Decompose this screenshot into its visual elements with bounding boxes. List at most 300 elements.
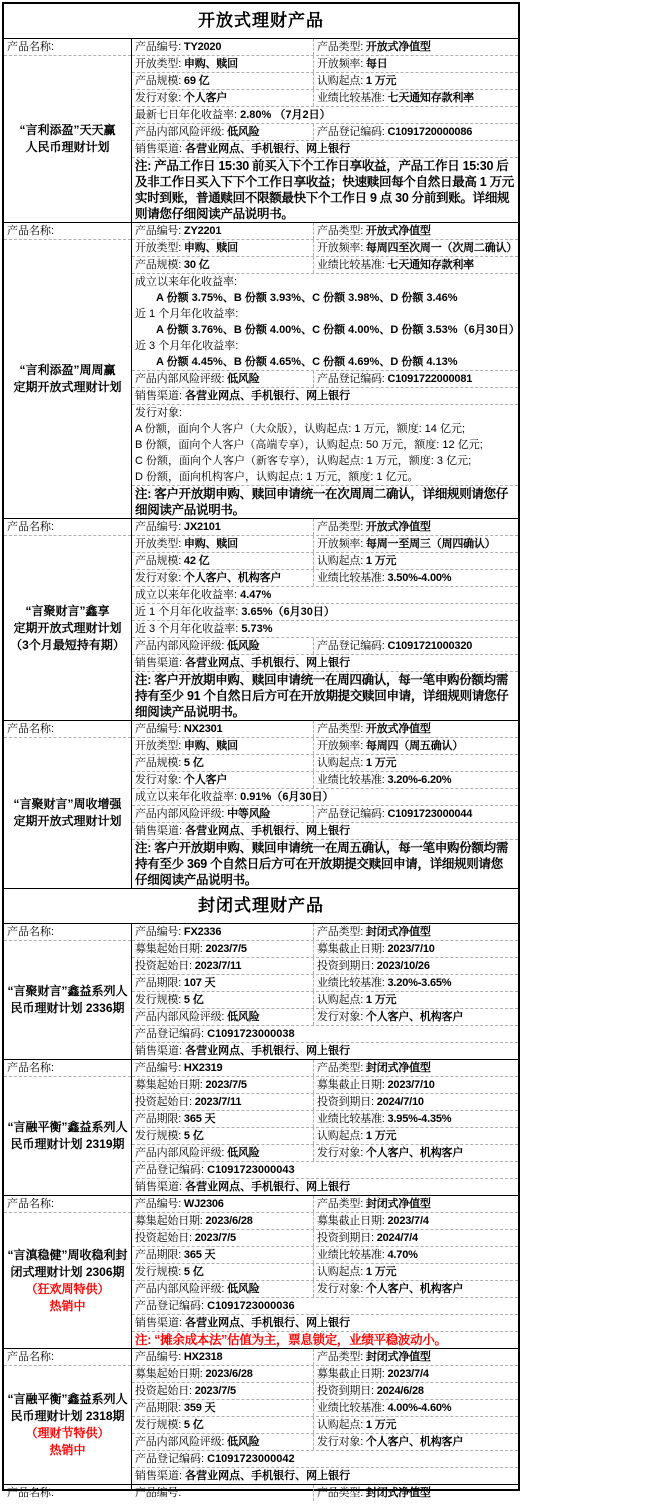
- detail-cell: [314, 39, 518, 55]
- text-segment: 各营业网点、手机银行、网上银行: [185, 1045, 351, 1057]
- detail-cell: [132, 223, 314, 239]
- field-label: 产品期限:: [135, 1113, 184, 1125]
- field-value: 3.20%-3.65%: [387, 977, 452, 989]
- detail-row: [132, 1230, 518, 1247]
- detail-cell: [314, 1383, 518, 1399]
- product-name-line: “言聚财言”周收增强: [13, 797, 122, 811]
- product-block: [4, 519, 518, 721]
- product-name-line: 闭式理财计划 2306期: [10, 1264, 125, 1279]
- detail-row: [132, 257, 518, 274]
- text-segment: 各营业网点、手机银行、网上银行: [185, 1317, 351, 1329]
- text-segment: A 份额 4.45%、B 份额 4.65%、C 份额 4.69%、D 份额 4.13%: [156, 356, 458, 368]
- detail-cell: [132, 570, 314, 586]
- field-label: 产品登记编码:: [317, 126, 388, 138]
- detail-cell: [314, 721, 518, 737]
- field-value: 42 亿: [183, 555, 210, 567]
- field-value: 2023/7/4: [387, 1215, 429, 1227]
- detail-row: [132, 941, 518, 958]
- detail-row: [132, 141, 518, 158]
- text-segment: 注: 产品工作日 15:30 前买入下个工作日享收益，产品工作日 15:30 后及非工作日买入下下个工作日享收益；快速赎回每个自然日最高 1 万元实时到账，普通赎回不限额最快下个工作日 9 点 30 分前到账。详细规则请您仔细阅读产品说明书。: [135, 159, 514, 221]
- detail-cell: [314, 536, 518, 552]
- product-name-line: 热销中: [49, 1298, 86, 1313]
- detail-cell: [314, 1128, 518, 1144]
- field-label: 产品类型:: [317, 41, 366, 53]
- text-segment: 成立以来年化收益率:: [135, 791, 241, 803]
- text-segment: C1091723000038: [207, 1028, 295, 1040]
- text-segment: 销售渠道:: [135, 1181, 186, 1193]
- field-value: 低风险: [227, 1283, 260, 1295]
- product-block: [4, 223, 518, 519]
- field-label: 发行对象:: [135, 572, 184, 584]
- product-details: [132, 924, 518, 1059]
- field-value: C1091720000086: [387, 126, 473, 138]
- product-name-line: “言滇稳健”周收稳利封: [7, 1247, 128, 1262]
- field-value: 个人客户: [183, 92, 228, 104]
- text-line: [132, 672, 518, 720]
- text-line: [132, 107, 518, 123]
- detail-row: [132, 1094, 518, 1111]
- field-value: 2023/6/28: [205, 1215, 253, 1227]
- field-label: 开放类型:: [135, 740, 184, 752]
- text-segment: 4.47%: [240, 589, 272, 601]
- detail-cell: [314, 1400, 518, 1416]
- text-line: [132, 322, 518, 338]
- field-label: 业绩比较基准:: [317, 259, 388, 271]
- field-value: 封闭式净值型: [365, 1062, 431, 1074]
- field-label: 募集截止日期:: [317, 1079, 388, 1091]
- detail-cell: [132, 1060, 314, 1076]
- product-block: [4, 1196, 518, 1349]
- text-segment: 各营业网点、手机银行、网上银行: [185, 1470, 351, 1482]
- detail-cell: [132, 975, 314, 991]
- detail-row: [132, 1111, 518, 1128]
- product-name-cell: [4, 1060, 132, 1195]
- field-label: 产品登记编码:: [317, 373, 388, 385]
- detail-cell: [132, 1213, 314, 1229]
- field-label: 认购起点:: [317, 555, 366, 567]
- detail-row: [132, 958, 518, 975]
- detail-cell: [132, 1128, 314, 1144]
- detail-cell: [132, 519, 314, 535]
- field-label: 业绩比较基准:: [317, 1113, 388, 1125]
- detail-row: [132, 975, 518, 992]
- text-line: [132, 158, 518, 222]
- product-block: [4, 721, 518, 889]
- text-line: [132, 306, 518, 322]
- field-label: 认购起点:: [317, 1266, 366, 1278]
- detail-cell: [132, 1196, 314, 1212]
- product-name: [4, 738, 131, 888]
- field-label: 产品内部风险评级:: [135, 640, 228, 652]
- field-label: 产品编号:: [135, 1198, 184, 1210]
- product-name-line: 热销中: [49, 1443, 86, 1457]
- text-segment: 近 3 个月年化收益率:: [135, 340, 239, 352]
- text-line: [132, 1179, 518, 1195]
- detail-row: [132, 1434, 518, 1451]
- field-label: 募集截止日期:: [317, 1215, 388, 1227]
- field-value: 每周四（周五确认）: [365, 740, 464, 752]
- field-label: 产品登记编码:: [317, 808, 388, 820]
- text-segment: B 份额，面向个人客户（高端专享），认购起点: 50 万元，额度: 12 亿元;: [135, 439, 483, 451]
- detail-cell: [314, 975, 518, 991]
- text-segment: 2.80% （7月2日）: [240, 109, 331, 121]
- field-value: 2023/7/5: [194, 1232, 236, 1244]
- product-name: [4, 240, 131, 518]
- field-label: 开放频率:: [317, 242, 366, 254]
- field-value: 申购、赎回: [183, 58, 238, 70]
- field-label: 投资到期日:: [317, 1232, 377, 1244]
- detail-cell: [132, 1485, 314, 1501]
- text-line: [132, 1026, 518, 1042]
- text-segment: 成立以来年化收益率:: [135, 589, 241, 601]
- field-label: 投资到期日:: [317, 960, 377, 972]
- product-name-cell: [4, 1349, 132, 1484]
- product-name-label: 产品名称:: [4, 1349, 131, 1366]
- text-segment: 销售渠道:: [135, 1317, 186, 1329]
- field-value: 5 亿: [183, 1266, 204, 1278]
- product-block: [4, 1060, 518, 1196]
- detail-row: [132, 388, 518, 405]
- field-value: 个人客户、机构客户: [365, 1436, 464, 1448]
- detail-row: [132, 1060, 518, 1077]
- text-segment: 近 1 个月年化收益率:: [135, 606, 242, 618]
- field-value: 封闭式净值型: [365, 1351, 431, 1363]
- text-segment: C1091723000036: [207, 1300, 295, 1312]
- detail-cell: [132, 1366, 314, 1382]
- field-value: 5 亿: [183, 994, 204, 1006]
- field-label: 产品期限:: [135, 1249, 184, 1261]
- field-label: 募集截止日期:: [317, 1368, 388, 1380]
- field-value: C1091722000081: [387, 373, 473, 385]
- product-name: [4, 56, 131, 222]
- detail-row: [132, 570, 518, 587]
- text-segment: 成立以来年化收益率:: [135, 276, 238, 288]
- detail-cell: [132, 553, 314, 569]
- detail-row: [132, 721, 518, 738]
- text-segment: 近 3 个月年化收益率:: [135, 623, 242, 635]
- section-title: 封闭式理财产品: [198, 896, 324, 915]
- text-segment: A 份额，面向个人客户（大众版），认购起点: 1 万元，额度: 14 亿元;: [135, 423, 466, 435]
- product-name: [4, 1501, 131, 1505]
- text-line: [132, 823, 518, 839]
- detail-cell: [314, 1434, 518, 1450]
- field-value: WJ2306: [183, 1198, 224, 1210]
- field-label: 产品编号:: [135, 926, 184, 938]
- detail-cell: [314, 1145, 518, 1161]
- field-label: 认购起点:: [317, 1419, 366, 1431]
- detail-cell: [314, 1196, 518, 1212]
- field-label: 开放类型:: [135, 58, 184, 70]
- detail-row: [132, 1264, 518, 1281]
- field-label: 产品期限:: [135, 1402, 184, 1414]
- note-row: [132, 1332, 518, 1348]
- field-label: 业绩比较基准:: [317, 774, 388, 786]
- field-value: 每周一至周三（周四确认）: [365, 538, 496, 550]
- detail-row: [132, 1451, 518, 1468]
- detail-row: [132, 371, 518, 388]
- text-segment: 产品登记编码:: [135, 1453, 208, 1465]
- field-label: 产品类型:: [317, 1351, 366, 1363]
- text-segment: A 份额 3.76%、B 份额 4.00%、C 份额 4.00%、D 份额 3.53%（6月30日）: [156, 324, 520, 336]
- detail-cell: [132, 1264, 314, 1280]
- field-label: 产品规模:: [135, 555, 184, 567]
- detail-cell: [132, 738, 314, 754]
- detail-row: [132, 1298, 518, 1315]
- field-label: 发行对象:: [135, 774, 184, 786]
- product-block: [4, 1485, 518, 1499]
- product-details: [132, 721, 518, 888]
- field-label: 开放频率:: [317, 740, 366, 752]
- field-value: 2023/7/11: [194, 960, 242, 972]
- field-label: 产品类型:: [317, 521, 366, 533]
- detail-cell: [314, 1077, 518, 1093]
- field-value: 3.20%-6.20%: [387, 774, 452, 786]
- text-segment: 各营业网点、手机银行、网上银行: [185, 143, 351, 155]
- field-value: 1 万元: [365, 994, 397, 1006]
- field-value: 4.70%: [387, 1249, 418, 1261]
- text-segment: 销售渠道:: [135, 1470, 186, 1482]
- field-label: 募集起始日期:: [135, 1215, 206, 1227]
- field-value: 365 天: [183, 1113, 216, 1125]
- field-value: 申购、赎回: [183, 242, 238, 254]
- text-segment: C1091723000043: [207, 1164, 295, 1176]
- field-value: 2024/6/28: [376, 1385, 424, 1397]
- field-label: 投资到期日:: [317, 1385, 377, 1397]
- field-value: C1091721000320: [387, 640, 473, 652]
- detail-cell: [132, 371, 314, 387]
- product-name-line: 定期开放式理财计划: [13, 380, 122, 394]
- detail-cell: [314, 519, 518, 535]
- field-value: 每周四至次周一（次周二确认）: [365, 242, 518, 254]
- field-label: 产品规模:: [135, 75, 184, 87]
- product-name-cell: [4, 1485, 132, 1499]
- field-value: 封闭式净值型: [365, 1198, 431, 1210]
- field-value: 1 万元: [365, 555, 397, 567]
- detail-row: [132, 1162, 518, 1179]
- field-value: 5 亿: [183, 757, 204, 769]
- detail-row: [132, 107, 518, 124]
- product-name-line: （3个月最短持有期）: [10, 637, 125, 652]
- product-name: [4, 536, 131, 720]
- field-value: 107 天: [183, 977, 216, 989]
- field-label: 产品登记编码:: [317, 640, 388, 652]
- product-details: [132, 1196, 518, 1348]
- field-label: 产品编号:: [135, 521, 184, 533]
- text-line: [132, 141, 518, 157]
- detail-cell: [132, 1383, 314, 1399]
- field-value: 七天通知存款利率: [387, 92, 474, 104]
- field-label: 产品规模:: [135, 259, 184, 271]
- text-segment: 注: 客户开放期申购、赎回申请统一在周五确认，每一笔申购份额均需持有至少 369 个自然日后方可在开放期提交赎回申请，详细规则请您仔细阅读产品说明书。: [135, 841, 509, 887]
- field-value: 3.50%-4.00%: [387, 572, 452, 584]
- product-name: [4, 1366, 131, 1484]
- field-label: 业绩比较基准:: [317, 1402, 388, 1414]
- text-segment: 销售渠道:: [135, 825, 186, 837]
- field-label: 业绩比较基准:: [317, 1249, 388, 1261]
- detail-cell: [314, 1213, 518, 1229]
- field-value: 中等风险: [227, 808, 271, 820]
- field-value: 封闭式净值型: [365, 1487, 431, 1499]
- detail-row: [132, 56, 518, 73]
- field-value: 4.00%-4.60%: [387, 1402, 452, 1414]
- field-label: 产品类型:: [317, 1198, 366, 1210]
- field-label: 产品内部风险评级:: [135, 808, 228, 820]
- product-details: [132, 39, 518, 222]
- field-value: 七天通知存款利率: [387, 259, 474, 271]
- field-value: 1 万元: [365, 1266, 397, 1278]
- field-label: 产品内部风险评级:: [135, 1436, 228, 1448]
- product-name-line: （狂欢周特供）: [25, 1281, 110, 1296]
- field-label: 开放类型:: [135, 538, 184, 550]
- text-segment: 5.73%: [241, 623, 273, 635]
- field-value: 个人客户: [183, 774, 228, 786]
- field-label: 投资起始日:: [135, 1385, 195, 1397]
- detail-cell: [132, 240, 314, 256]
- field-value: 5 亿: [183, 1130, 204, 1142]
- detail-cell: [132, 924, 314, 940]
- field-label: 产品类型:: [317, 926, 366, 938]
- field-value: 个人客户、机构客户: [183, 572, 282, 584]
- field-label: 产品编号:: [135, 1351, 184, 1363]
- detail-cell: [314, 1485, 518, 1501]
- product-name-label: 产品名称:: [4, 721, 131, 738]
- product-name-line: 定期开放式理财计划: [13, 814, 122, 828]
- detail-row: [132, 1383, 518, 1400]
- text-segment: 产品登记编码:: [135, 1028, 208, 1040]
- field-value: FX2336: [183, 926, 222, 938]
- detail-row: [132, 1026, 518, 1043]
- product-details: [132, 1349, 518, 1484]
- text-segment: 注: 客户开放期申购、赎回申请统一在次周周二确认，详细规则请您仔细阅读产品说明书。: [135, 487, 509, 517]
- detail-cell: [314, 553, 518, 569]
- note-row: [132, 840, 518, 888]
- section-title: 开放式理财产品: [198, 11, 324, 30]
- field-value: 申购、赎回: [183, 538, 238, 550]
- detail-cell: [132, 90, 314, 106]
- field-value: 69 亿: [183, 75, 210, 87]
- detail-cell: [132, 1417, 314, 1433]
- detail-cell: [314, 1111, 518, 1127]
- field-label: 产品类型:: [317, 225, 366, 237]
- field-label: 发行规模:: [135, 1130, 184, 1142]
- field-value: 开放式净值型: [365, 41, 431, 53]
- product-name-cell: [4, 519, 132, 720]
- field-label: 开放频率:: [317, 538, 366, 550]
- field-label: 发行对象:: [317, 1011, 366, 1023]
- text-segment: 销售渠道:: [135, 657, 186, 669]
- detail-row: [132, 738, 518, 755]
- field-value: 2023/7/11: [194, 1096, 242, 1108]
- product-name-line: 民币理财计划 2336期: [10, 1001, 125, 1015]
- detail-cell: [314, 1094, 518, 1110]
- field-value: C1091723000044: [387, 808, 473, 820]
- product-name-line: 定期开放式理财计划: [13, 620, 122, 635]
- field-value: 2023/7/4: [387, 1368, 429, 1380]
- detail-cell: [132, 1247, 314, 1263]
- text-segment: 销售渠道:: [135, 390, 186, 402]
- detail-cell: [314, 56, 518, 72]
- field-value: 个人客户、机构客户: [365, 1283, 464, 1295]
- detail-cell: [132, 755, 314, 771]
- detail-row: [132, 1077, 518, 1094]
- detail-row: [132, 1009, 518, 1026]
- field-value: 1 万元: [365, 1419, 397, 1431]
- detail-cell: [132, 772, 314, 788]
- detail-cell: [314, 570, 518, 586]
- field-label: 产品编号:: [135, 225, 184, 237]
- product-name-cell: [4, 39, 132, 222]
- field-value: 低风险: [227, 1147, 260, 1159]
- field-label: 投资起始日:: [135, 1096, 195, 1108]
- detail-row: [132, 1485, 518, 1501]
- detail-cell: [314, 924, 518, 940]
- product-details: [132, 519, 518, 720]
- text-line: [132, 1468, 518, 1484]
- product-name-line: “言利添盈”天天赢: [19, 123, 116, 137]
- detail-row: [132, 536, 518, 553]
- text-line: [132, 453, 518, 469]
- field-value: 每日: [365, 58, 388, 70]
- detail-row: [132, 621, 518, 638]
- text-line: [132, 587, 518, 603]
- detail-cell: [314, 638, 518, 654]
- product-name-cell: [4, 223, 132, 518]
- field-label: 认购起点:: [317, 1130, 366, 1142]
- text-segment: 产品登记编码:: [135, 1164, 208, 1176]
- product-name-line: “言融平衡”鑫益系列人: [7, 1392, 128, 1406]
- detail-cell: [314, 1230, 518, 1246]
- detail-row: [132, 1213, 518, 1230]
- detail-row: [132, 823, 518, 840]
- field-value: ZY2201: [183, 225, 222, 237]
- detail-row: [132, 1468, 518, 1484]
- detail-cell: [132, 1077, 314, 1093]
- field-value: 2023/6/28: [205, 1368, 253, 1380]
- field-value: JX2101: [183, 521, 221, 533]
- field-label: 产品内部风险评级:: [135, 1283, 228, 1295]
- text-line: [132, 274, 518, 290]
- product-name-line: （理财节特供）: [25, 1426, 110, 1440]
- field-value: 开放式净值型: [365, 723, 431, 735]
- product-details: [132, 1485, 518, 1499]
- text-segment: C 份额，面向个人客户（新客专享），认购起点: 1 万元，额度: 3 亿元;: [135, 455, 472, 467]
- field-value: HX2318: [183, 1351, 223, 1363]
- field-label: 发行规模:: [135, 994, 184, 1006]
- field-label: 发行规模:: [135, 1266, 184, 1278]
- text-segment: C1091723000042: [207, 1453, 295, 1465]
- field-label: 开放类型:: [135, 242, 184, 254]
- field-label: 产品内部风险评级:: [135, 126, 228, 138]
- detail-cell: [132, 941, 314, 957]
- detail-cell: [314, 755, 518, 771]
- field-value: 开放式净值型: [365, 225, 431, 237]
- text-line: [132, 1332, 518, 1348]
- text-line: [132, 437, 518, 453]
- detail-cell: [314, 806, 518, 822]
- detail-row: [132, 223, 518, 240]
- field-label: 开放频率:: [317, 58, 366, 70]
- detail-cell: [132, 39, 314, 55]
- detail-cell: [132, 56, 314, 72]
- text-segment: 产品登记编码:: [135, 1300, 208, 1312]
- field-label: 产品编号:: [135, 41, 184, 53]
- field-value: 低风险: [227, 126, 260, 138]
- field-value: 2023/7/10: [387, 1079, 435, 1091]
- detail-cell: [132, 1434, 314, 1450]
- detail-row: [132, 1128, 518, 1145]
- section-header: [4, 4, 518, 39]
- product-name: [4, 1213, 131, 1348]
